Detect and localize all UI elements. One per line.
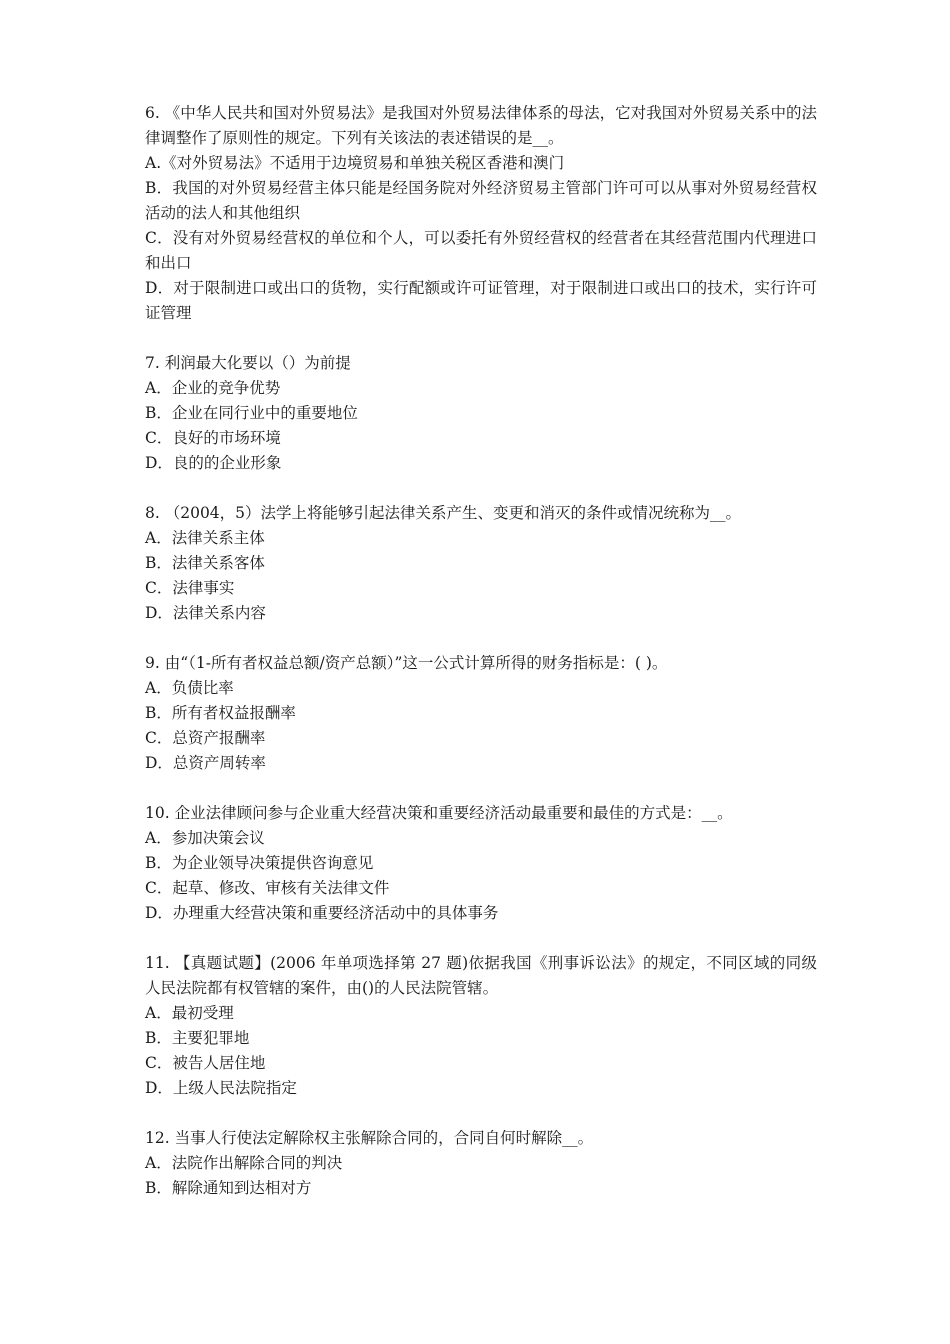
- option-d: D．办理重大经营决策和重要经济活动中的具体事务: [145, 904, 499, 922]
- question-6: [145, 101, 817, 326]
- option-a: A．最初受理: [145, 1004, 234, 1022]
- option-b: B．为企业领导决策提供咨询意见: [145, 854, 374, 872]
- option-a: A.《对外贸易法》不适用于边境贸易和单独关税区香港和澳门: [145, 154, 565, 172]
- option-d: D．总资产周转率: [145, 754, 266, 772]
- option-c: C．没有对外贸易经营权的单位和个人，可以委托有外贸经营权的经营者在其经营范围内代理进口和出口: [145, 229, 817, 272]
- question-stem: 6. 《中华人民共和国对外贸易法》是我国对外贸易法律体系的母法，它对我国对外贸易关系中的法律调整作了原则性的规定。下列有关该法的表述错误的是__。: [145, 104, 818, 147]
- option-d: D．法律关系内容: [145, 604, 266, 622]
- option-c: C．良好的市场环境: [145, 429, 281, 447]
- option-b: B．主要犯罪地: [145, 1029, 250, 1047]
- question-stem: 11. 【真题试题】(2006 年单项选择第 27 题)依据我国《刑事诉讼法》的规定，不同区域的同级人民法院都有权管辖的案件，由()的人民法院管辖。: [145, 954, 817, 997]
- question-stem: 9. 由“（1-所有者权益总额/资产总额）”这一公式计算所得的财务指标是：( )。: [145, 654, 668, 672]
- option-d: D．对于限制进口或出口的货物，实行配额或许可证管理，对于限制进口或出口的技术，实行许可证管理: [145, 279, 817, 322]
- option-a: A．参加决策会议: [145, 829, 265, 847]
- option-a: A．企业的竞争优势: [145, 379, 281, 397]
- option-c: C．总资产报酬率: [145, 729, 266, 747]
- question-stem: 8. （2004，5）法学上将能够引起法律关系产生、变更和消灭的条件或情况统称为__。: [145, 504, 742, 522]
- question-list: [145, 101, 817, 1226]
- question-stem: 10. 企业法律顾问参与企业重大经营决策和重要经济活动最重要和最佳的方式是：__。: [145, 804, 733, 822]
- option-b: B．企业在同行业中的重要地位: [145, 404, 358, 422]
- option-b: B．我国的对外贸易经营主体只能是经国务院对外经济贸易主管部门许可可以从事对外贸易经营权活动的法人和其他组织: [145, 179, 817, 222]
- option-d: D．良的的企业形象: [145, 454, 282, 472]
- option-c: C．起草、修改、审核有关法律文件: [145, 879, 390, 897]
- question-8: [145, 501, 817, 626]
- option-c: C．法律事实: [145, 579, 235, 597]
- question-10: [145, 801, 817, 926]
- option-a: A．法律关系主体: [145, 529, 265, 547]
- option-c: C．被告人居住地: [145, 1054, 266, 1072]
- option-b: B．法律关系客体: [145, 554, 265, 572]
- question-11: [145, 951, 817, 1101]
- question-9: [145, 651, 817, 776]
- option-a: A．负债比率: [145, 679, 234, 697]
- question-stem: 7. 利润最大化要以（）为前提: [145, 354, 351, 372]
- option-a: A．法院作出解除合同的判决: [145, 1154, 343, 1172]
- option-b: B．所有者权益报酬率: [145, 704, 296, 722]
- question-stem: 12. 当事人行使法定解除权主张解除合同的，合同自何时解除__。: [145, 1129, 594, 1147]
- option-d: D．上级人民法院指定: [145, 1079, 297, 1097]
- option-b: B．解除通知到达相对方: [145, 1179, 312, 1197]
- question-7: [145, 351, 817, 476]
- question-12: [145, 1126, 817, 1201]
